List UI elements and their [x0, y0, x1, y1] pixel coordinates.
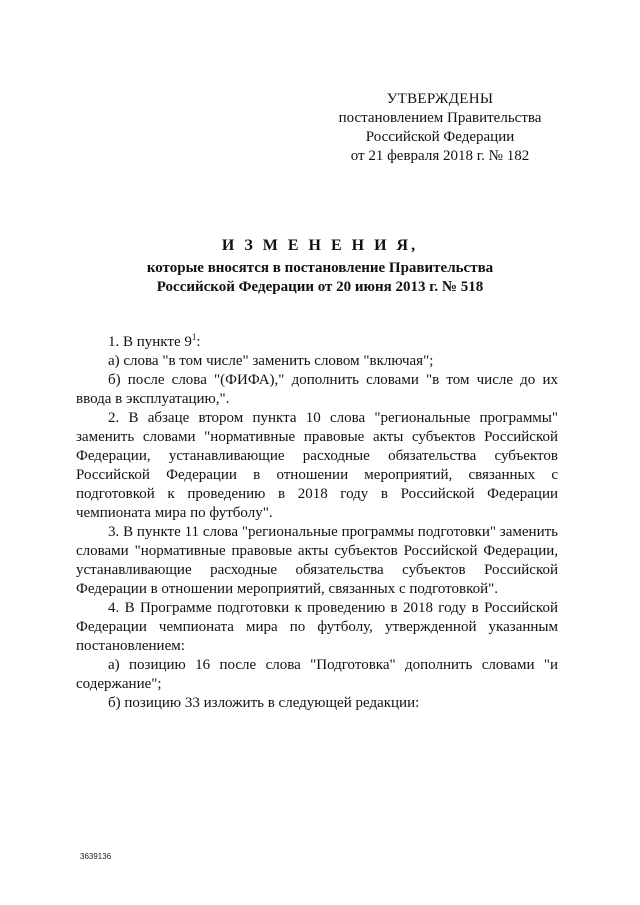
- paragraph-4: 4. В Программе подготовки к проведению в 2018 году в Российской Федерации чемпионата мира по футболу, утвержденной указанным постановлением:: [76, 600, 558, 654]
- document-heading: [0, 235, 640, 297]
- paragraph-1-superscript: 1: [191, 332, 197, 342]
- paragraph-4b: б) позицию 33 изложить в следующей редакции:: [108, 695, 420, 711]
- paragraph-1: [76, 333, 558, 352]
- approval-block: [330, 90, 550, 166]
- paragraph-2: 2. В абзаце втором пункта 10 слова "региональные программы" заменить словами "нормативные правовые акты субъектов Российской Федерации, устанавливающие расходные обязательства субъектов Российской Федерации в отношении мероприятий, связанных с подготовкой к проведению в 2018 году в Российской Федерации чемпионата мира по футболу".: [76, 410, 558, 521]
- document-body: [76, 333, 558, 713]
- paragraph-3: 3. В пункте 11 слова "региональные программы подготовки" заменить словами "нормативные правовые акты субъектов Российской Федерации, устанавливающие расходные обязательства субъектов Российской Федерации в отношении мероприятий, связанных с подготовкой".: [76, 524, 558, 597]
- heading-title: И З М Е Н Е Н И Я,: [221, 237, 419, 254]
- document-number: 3639136: [80, 852, 112, 861]
- heading-subtitle-line-1: которые вносятся в постановление Правительства: [146, 260, 494, 276]
- approval-line-2: Российской Федерации: [365, 129, 515, 145]
- heading-subtitle-line-2: Российской Федерации от 20 июня 2013 г. № 518: [156, 279, 484, 295]
- paragraph-1-suffix: :: [196, 334, 201, 350]
- paragraph-1a: а) слова "в том числе" заменить словом "включая";: [108, 353, 434, 369]
- paragraph-1b: б) после слова "(ФИФА)," дополнить словами "в том числе до их ввода в эксплуатацию,".: [76, 372, 558, 407]
- paragraph-1-prefix: 1. В пункте 9: [108, 334, 192, 350]
- paragraph-4a: а) позицию 16 после слова "Подготовка" дополнить словами "и содержание";: [76, 657, 558, 692]
- approval-line-1: постановлением Правительства: [338, 110, 542, 126]
- approval-date: от 21 февраля 2018 г. № 182: [350, 148, 530, 164]
- approval-title: УТВЕРЖДЕНЫ: [386, 91, 494, 107]
